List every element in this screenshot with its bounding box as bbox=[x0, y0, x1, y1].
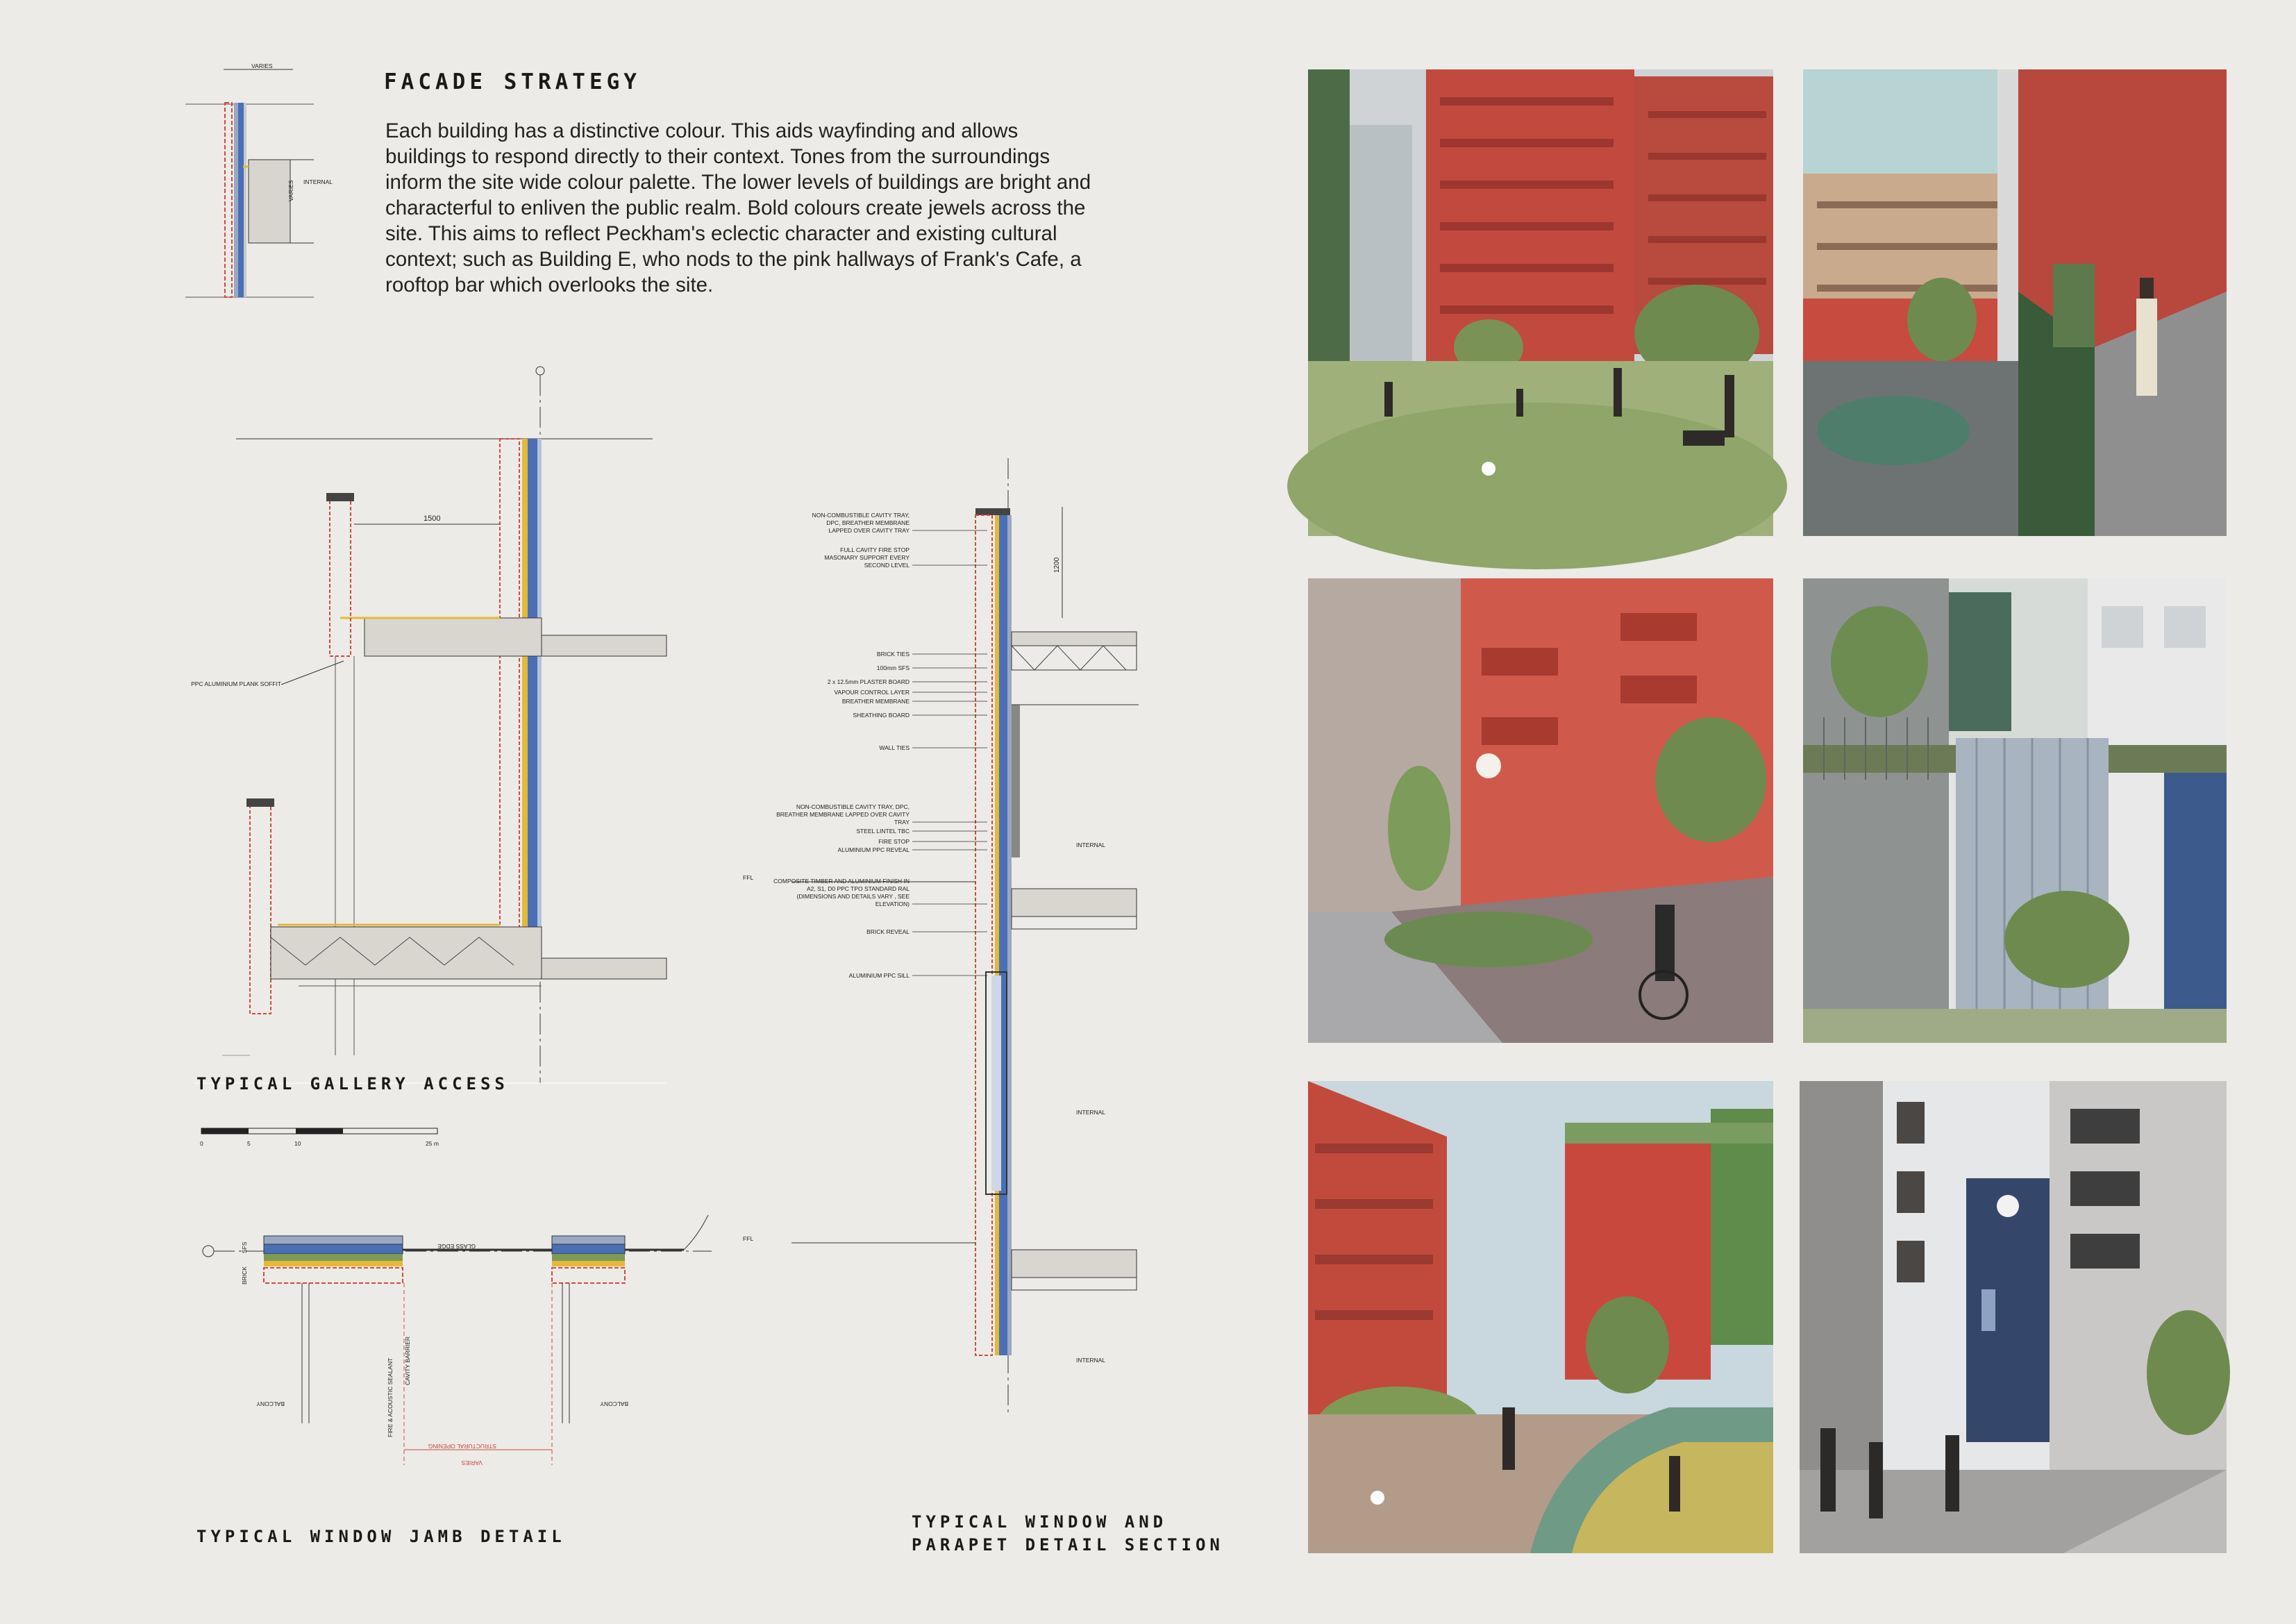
building-entrance-photo bbox=[1800, 1081, 2227, 1553]
jamb-sfs-label: SFS bbox=[241, 1241, 248, 1253]
scale-tick-10: 10 bbox=[294, 1140, 301, 1147]
section-label: NON-COMBUSTIBLE CAVITY TRAY, DPC, bbox=[796, 803, 910, 810]
cavity-barrier-label: CAVITY BARRIER bbox=[404, 1336, 411, 1385]
window-jamb-drawing bbox=[198, 1201, 726, 1472]
section-label: FIRE STOP bbox=[878, 838, 910, 845]
window-parapet-title-line2: PARAPET DETAIL SECTION bbox=[912, 1535, 1224, 1555]
balcony-right-label: BALCONY bbox=[600, 1400, 628, 1407]
structural-opening-label: STRUCTURAL OPENING bbox=[428, 1443, 496, 1450]
section-label: BREATHER MEMBRANE LAPPED OVER CAVITY bbox=[776, 811, 910, 818]
small-varies-top: VARIES bbox=[251, 62, 273, 69]
section-label: ALUMINIUM PPC REVEAL bbox=[837, 846, 910, 853]
scale-tick-5: 5 bbox=[247, 1140, 251, 1147]
window-parapet-section-drawing bbox=[736, 458, 1139, 1430]
scale-tick-25: 25 m bbox=[426, 1140, 439, 1147]
scale-bar bbox=[198, 1125, 448, 1160]
glass-edge-label: GLASS EDGE bbox=[437, 1243, 476, 1250]
courtyard-meadow-photo bbox=[1308, 69, 1773, 536]
jamb-varies-label: VARIES bbox=[461, 1459, 483, 1466]
section-label: STEEL LINTEL TBC bbox=[856, 828, 910, 835]
section-label: ALUMINIUM PPC SILL bbox=[848, 972, 910, 979]
section-label: A2, S1, D0 PPC TPO STANDARD RAL bbox=[806, 885, 910, 892]
section-label: LAPPED OVER CAVITY TRAY bbox=[828, 527, 910, 534]
section-label: 100mm SFS bbox=[876, 664, 910, 671]
section-label: MASONARY SUPPORT EVERY bbox=[824, 554, 910, 561]
gallery-walkway-photo bbox=[1803, 69, 2227, 536]
section-label: SHEATHING BOARD bbox=[853, 712, 910, 719]
section-internal-1: INTERNAL bbox=[1076, 842, 1106, 848]
small-facade-detail-drawing bbox=[182, 62, 333, 305]
facade-strategy-title: FACADE STRATEGY bbox=[384, 69, 641, 94]
play-street-photo bbox=[1308, 1081, 1773, 1553]
section-label: COMPOSITE TIMBER AND ALUMINIUM FINISH IN bbox=[773, 878, 910, 885]
gallery-access-drawing bbox=[191, 361, 667, 1090]
section-label: ELEVATION) bbox=[875, 901, 910, 907]
soffit-label: PPC ALUMINIUM PLANK SOFFIT bbox=[191, 680, 281, 687]
section-label: WALL TIES bbox=[879, 744, 910, 751]
section-label: 2 x 12.5mm PLASTER BOARD bbox=[827, 678, 910, 685]
small-internal-label: INTERNAL bbox=[303, 178, 333, 185]
balcony-left-label: BALCONY bbox=[256, 1400, 285, 1407]
section-label: FULL CAVITY FIRE STOP bbox=[840, 546, 910, 553]
section-internal-2: INTERNAL bbox=[1076, 1109, 1106, 1116]
gallery-access-title: TYPICAL GALLERY ACCESS bbox=[196, 1074, 509, 1094]
section-label: BRICK REVEAL bbox=[866, 928, 910, 935]
section-ffl-1: FFL bbox=[743, 874, 754, 881]
section-label: DPC, BREATHER MEMBRANE bbox=[826, 519, 910, 526]
small-varies-side: VARIES bbox=[287, 180, 294, 201]
section-internal-3: INTERNAL bbox=[1076, 1357, 1106, 1364]
jamb-brick-label: BRICK bbox=[241, 1266, 248, 1284]
section-ffl-2: FFL bbox=[743, 1235, 754, 1242]
section-label: (DIMENSIONS AND DETAILS VARY , SEE bbox=[796, 893, 910, 900]
window-jamb-title: TYPICAL WINDOW JAMB DETAIL bbox=[196, 1527, 566, 1546]
section-label: VAPOUR CONTROL LAYER bbox=[834, 689, 910, 696]
section-annotation-labels bbox=[773, 512, 987, 979]
scale-tick-0: 0 bbox=[200, 1140, 203, 1147]
section-label: TRAY bbox=[894, 819, 910, 826]
window-parapet-title-line1: TYPICAL WINDOW AND bbox=[912, 1512, 1168, 1532]
facade-strategy-text: Each building has a distinctive colour. This aids wayfinding and allows buildings to respond directly to their context. Tones from the surroundings inform the site wide colour palette. The lower levels of buildings are bright and characterful to enliven the public realm. Bold colours create jewels across the site. This aims to reflect Peckham's eclectic character and existing cultural context; such as Building E, who nods to the pink hallways of Frank's Cafe, a rooftop bar which overlooks the site. bbox=[385, 119, 1091, 296]
roof-garden-screen-photo bbox=[1803, 578, 2227, 1043]
section-label: NON-COMBUSTIBLE CAVITY TRAY, bbox=[812, 512, 910, 519]
sealant-label: FIRE & ACOUSTIC SEALANT bbox=[387, 1357, 394, 1437]
section-label: BRICK TIES bbox=[876, 651, 910, 658]
gallery-dimension: 1500 bbox=[424, 514, 441, 523]
plaza-cyclist-photo bbox=[1308, 578, 1773, 1043]
section-dim-1200: 1200 bbox=[1053, 557, 1061, 573]
section-label: BREATHER MEMBRANE bbox=[841, 698, 910, 705]
section-label: SECOND LEVEL bbox=[864, 562, 910, 569]
